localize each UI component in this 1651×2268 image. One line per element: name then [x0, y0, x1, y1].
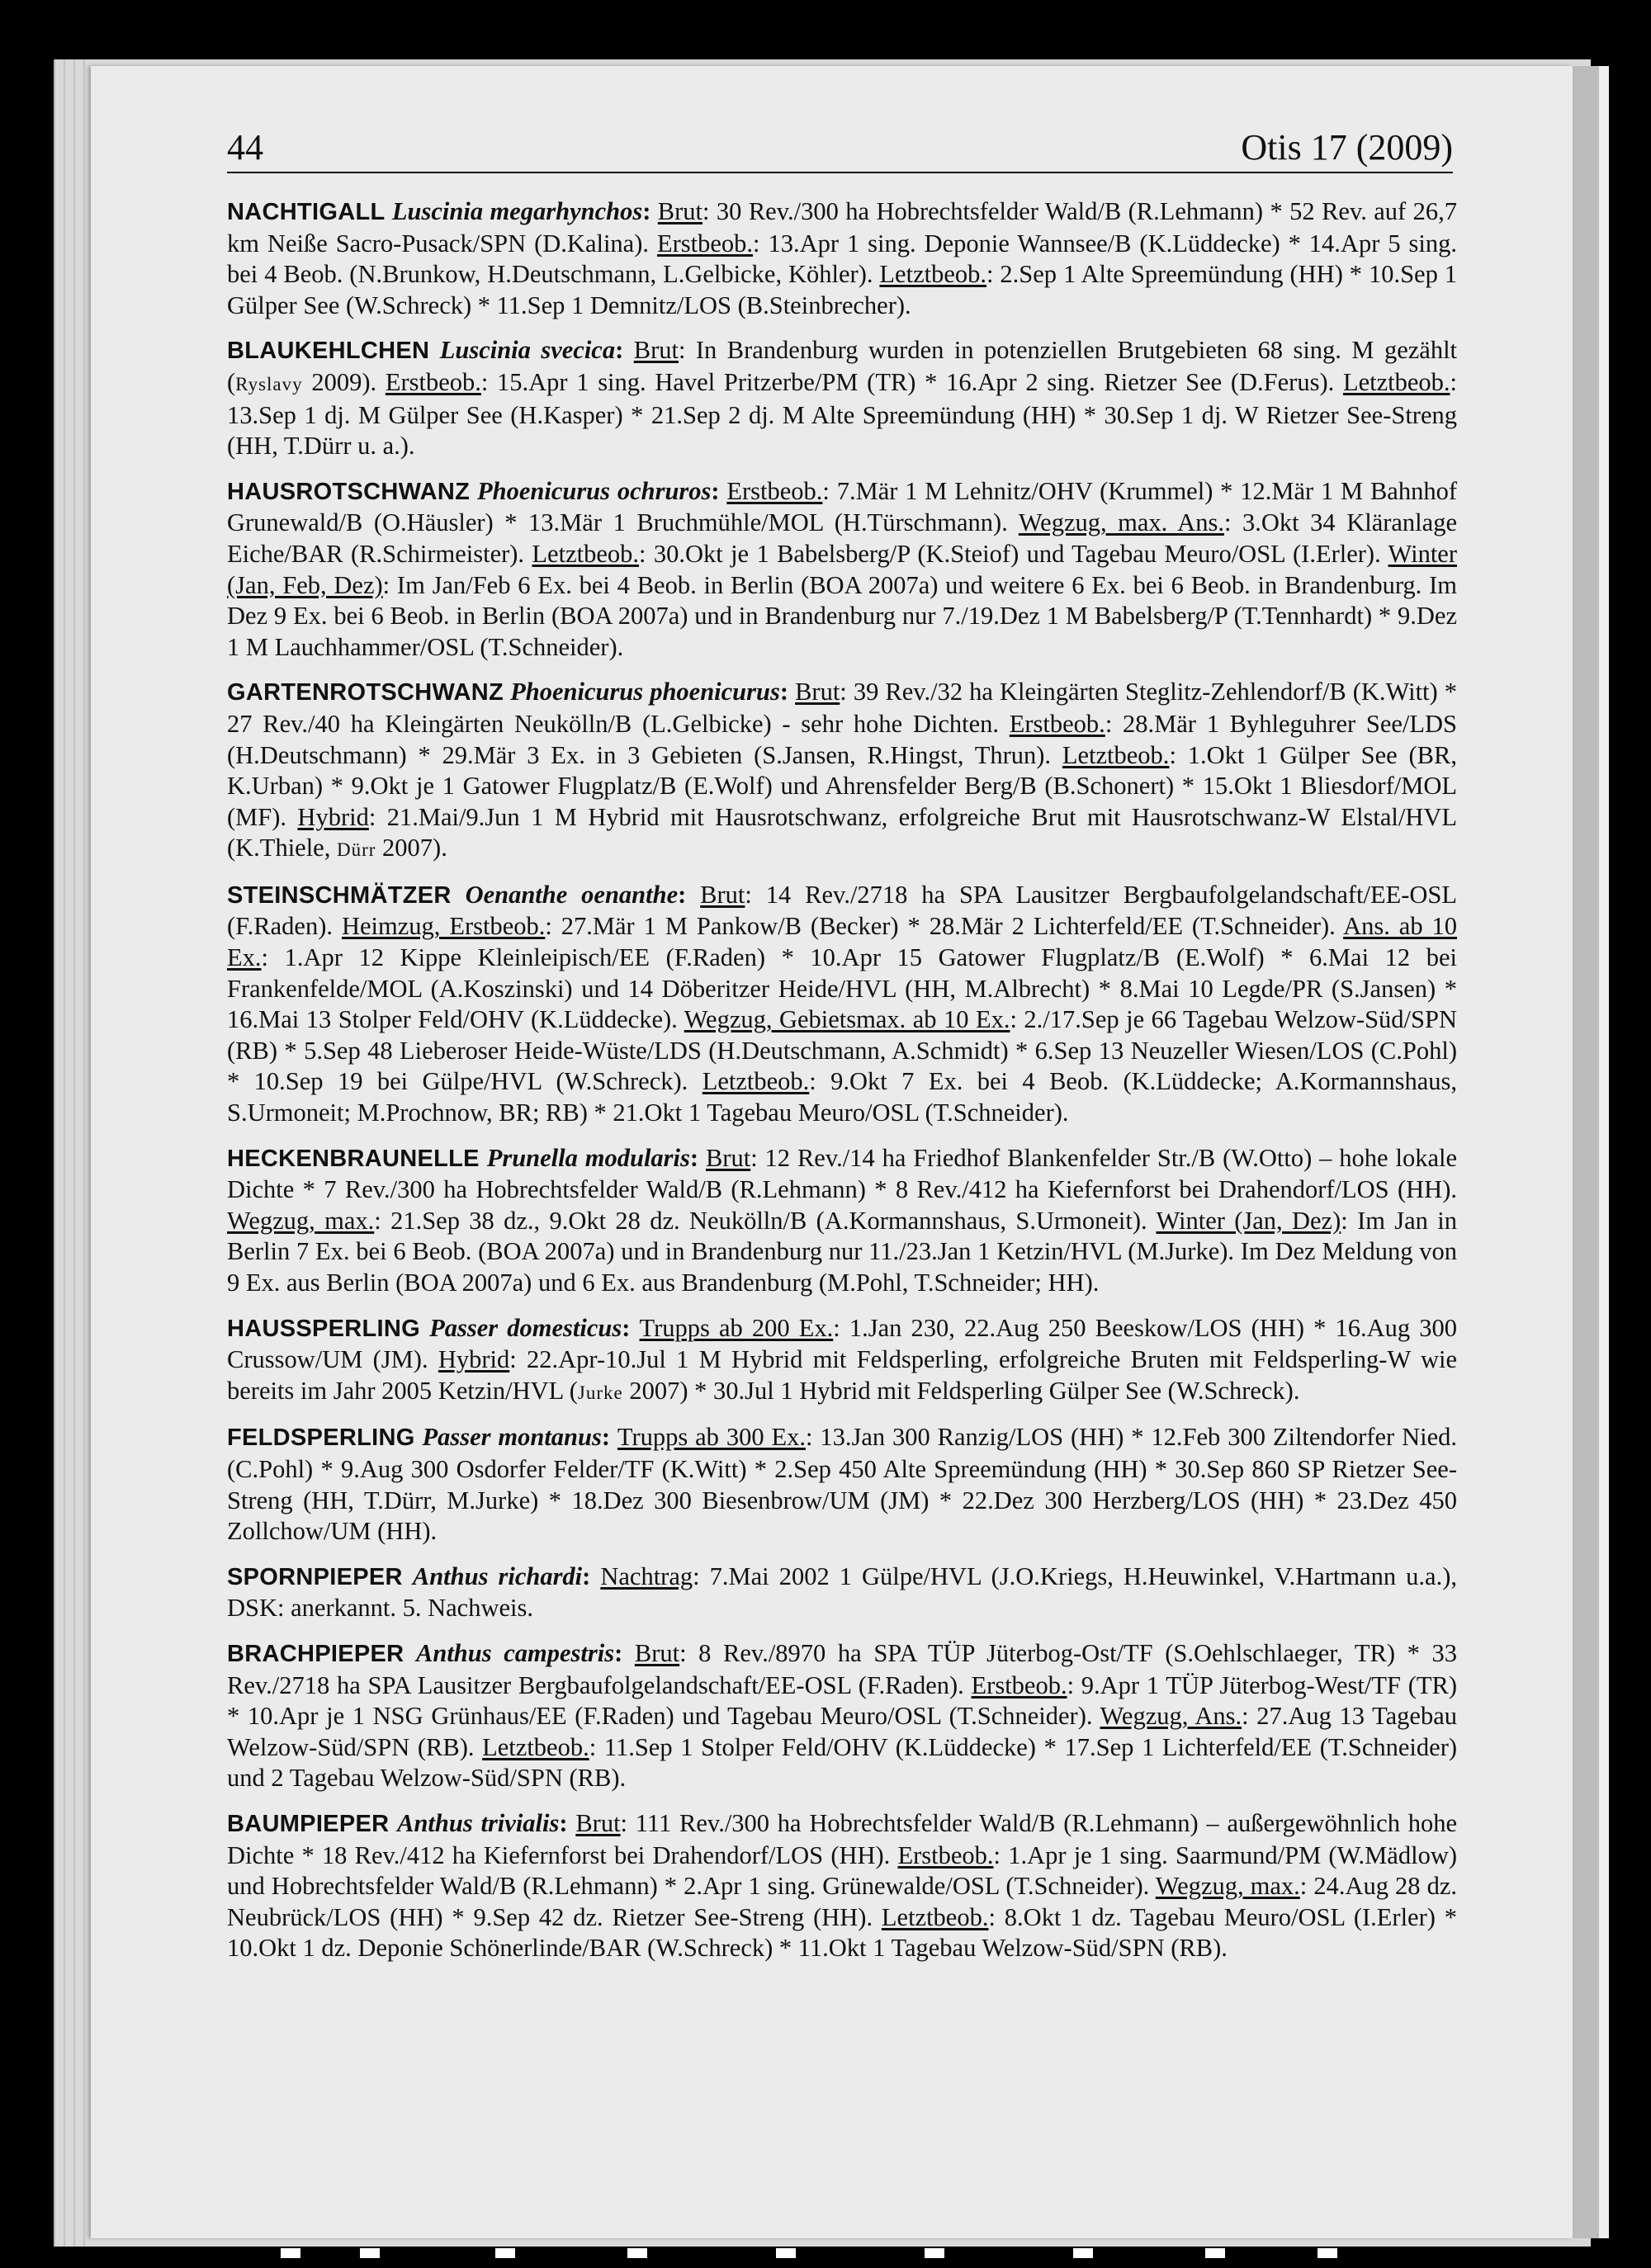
- section-label: Letztbeob.: [482, 1732, 589, 1761]
- species-entry: BAUMPIEPER Anthus trivialis: Brut: 111 Rev./300 ha Hobrechtsfelder Wald/B (R.Lehmann) – außergewöhnlich hohe Dichte * 18 Rev./412 ha Kiefernforst bei Drahendorf/LOS (HH). Erstbeob.: 1.Apr je 1 sing. Saarmund/PM (W.Mädlow) und Hobrechtsfelder Wald/B (R.Lehmann) * 2.Apr 1 sing. Grünewalde/OSL (T.Schneider). Wegzug, max.: 24.Aug 28 dz. Neubrück/LOS (HH) * 9.Sep 42 dz. Rietzer See-Streng (HH). Letztbeob.: 8.Okt 1 dz. Tagebau Meuro/OSL (I.Erler) * 10.Okt 1 dz. Deponie Schönerlinde/BAR (W.Schreck) * 11.Okt 1 Tagebau Welzow-Süd/SPN (RB).: [227, 1808, 1457, 1963]
- species-name: HECKENBRAUNELLE: [227, 1145, 480, 1172]
- observation-text: : 21.Mai/9.Jun 1 M Hybrid mit Hausrotschwanz, erfolgreiche Brut mit Hausrotschwanz-W Elstal/HVL (K.Thiele,: [227, 802, 1457, 862]
- species-name: FELDSPERLING: [227, 1425, 415, 1452]
- latin-name: Phoenicurus ochruros: [477, 476, 712, 505]
- observation-text: : 9.Apr 1 TÜP Jüterbog-West/TF (TR) * 10.Apr je 1 NSG Grünhaus/EE (F.Raden) und Tagebau Meuro/OSL (T.Schneider).: [227, 1670, 1457, 1731]
- author-citation: Jurke: [577, 1382, 623, 1403]
- observation-text: : 12 Rev./14 ha Friedhof Blankenfelder Str./B (W.Otto) – hohe lokale Dichte * 7 Rev./300 ha Hobrechtsfelder Wald/B (R.Lehmann) * 8 Rev./412 ha Kiefernforst bei Drahendorf/LOS (HH).: [227, 1143, 1457, 1204]
- page-edge-line: [83, 59, 85, 2247]
- section-label: Wegzug, Gebietsmax. ab 10 Ex.: [684, 1005, 1010, 1034]
- registration-mark: [1073, 2248, 1093, 2258]
- page-edge-line: [64, 59, 65, 2247]
- species-entry: FELDSPERLING Passer montanus: Trupps ab 300 Ex.: 13.Jan 300 Ranzig/LOS (HH) * 12.Feb 300 Ziltendorfer Nied. (C.Pohl) * 9.Aug 300 Osdorfer Felder/TF (K.Witt) * 2.Sep 450 Alte Spreemündung (HH) * 30.Sep 860 SP Rietzer See-Streng (HH, T.Dürr, M.Jurke) * 18.Dez 300 Biesenbrow/UM (JM) * 22.Dez 300 Herzberg/LOS (HH) * 23.Dez 450 Zollchow/UM (HH).: [227, 1423, 1457, 1546]
- section-label: Brut: [700, 880, 745, 909]
- journal-citation: Otis 17 (2009): [1241, 127, 1453, 168]
- latin-name: Luscinia svecica: [439, 336, 616, 365]
- registration-mark: [495, 2248, 515, 2258]
- species-name: BLAUKEHLCHEN: [227, 338, 430, 365]
- observation-text: : Im Jan/Feb 6 Ex. bei 4 Beob. in Berlin (BOA 2007a) und weitere 6 Ex. bei 6 Beob. in Brandenburg. Im Dez 9 Ex. bei 6 Beob. in Berlin (BOA 2007a) und in Brandenburg nur 7./19.Dez 1 M Babelsberg/P (T.Tennhardt) * 9.Dez 1 M Lauchhammer/OSL (T.Schneider).: [227, 570, 1457, 661]
- observation-text: : 27.Aug 13 Tagebau Welzow-Süd/SPN (RB).: [227, 1702, 1457, 1761]
- latin-name: Oenanthe oenanthe: [465, 880, 679, 909]
- section-label: Winter (Jan, Feb, Dez): [227, 539, 1457, 599]
- observation-text: : 15.Apr 1 sing. Havel Pritzerbe/PM (TR) * 16.Apr 2 sing. Rietzer See (D.Ferus).: [480, 367, 1343, 396]
- species-name: SPORNPIEPER: [227, 1563, 403, 1590]
- section-label: Trupps ab 300 Ex.: [617, 1423, 806, 1452]
- page-number: 44: [227, 127, 263, 168]
- facing-page-margin: [1599, 66, 1609, 2238]
- observation-text: : 7.Mai 2002 1 Gülpe/HVL (J.O.Kriegs, H.Heuwinkel, V.Hartmann u.a.), DSK: anerkannt. 5. Nachweis.: [227, 1562, 1458, 1623]
- section-label: Erstbeob.: [1009, 709, 1105, 738]
- observation-text: : 1.Jan 230, 22.Aug 250 Beeskow/LOS (HH) * 16.Aug 300 Crussow/UM (JM).: [227, 1313, 1457, 1374]
- section-label: Letztbeob.: [1342, 367, 1450, 396]
- observation-text: : 11.Sep 1 Stolper Feld/OHV (K.Lüddecke) * 17.Sep 1 Lichterfeld/EE (T.Schneider) und 2 Tagebau Welzow-Süd/SPN (RB).: [227, 1732, 1458, 1793]
- observation-text: : 3.Okt 34 Kläranlage Eiche/BAR (R.Schirmeister).: [227, 508, 1457, 568]
- species-name: BAUMPIEPER: [227, 1810, 390, 1837]
- observation-text: : 22.Apr-10.Jul 1 M Hybrid mit Feldsperling, erfolgreiche Bruten mit Feldsperling-W wie bereits im Jahr 2005 Ketzin/HVL (: [227, 1345, 1457, 1405]
- observation-text: : Im Jan in Berlin 7 Ex. bei 6 Beob. (BOA 2007a) und in Brandenburg nur 11./23.Jan 1 Ketzin/HVL (M.Jurke). Im Dez Meldung von 9 Ex. aus Berlin (BOA 2007a) und 6 Ex. aus Brandenburg (M.Pohl, T.Schneider; HH).: [227, 1206, 1457, 1297]
- section-label: Erstbeob.: [897, 1840, 994, 1869]
- section-label: Brut: [705, 1143, 751, 1172]
- observation-text: : 39 Rev./32 ha Kleingärten Steglitz-Zehlendorf/B (K.Witt) * 27 Rev./40 ha Kleingärten Neukölln/B (L.Gelbicke) - sehr hohe Dichten.: [227, 678, 1457, 738]
- observation-text: : 2./17.Sep je 66 Tagebau Welzow-Süd/SPN (RB) * 5.Sep 48 Lieberoser Heide-Wüste/LDS (H.Deutschmann, A.Schmidt) * 6.Sep 13 Neuzeller Wiesen/LOS (C.Pohl) * 10.Sep 19 bei Gülpe/HVL (W.Schreck).: [227, 1005, 1457, 1096]
- observation-text: : 9.Okt 7 Ex. bei 4 Beob. (K.Lüddecke; A.Kormannshaus, S.Urmoneit; M.Prochnow, BR; RB) * 21.Okt 1 Tagebau Meuro/OSL (T.Schneider).: [227, 1067, 1457, 1127]
- section-label: Winter (Jan, Dez): [1156, 1206, 1341, 1235]
- observation-text: : 8 Rev./8970 ha SPA TÜP Jüterbog-Ost/TF (S.Oehlschlaeger, TR) * 33 Rev./2718 ha SPA Lausitzer Bergbaufolgelandschaft/EE-OSL (F.Raden).: [227, 1638, 1457, 1699]
- section-label: Letztbeob.: [1062, 740, 1170, 769]
- facing-page-edge: [1573, 66, 1599, 2238]
- species-name: NACHTIGALL: [227, 199, 386, 225]
- observation-text: : 1.Apr je 1 sing. Saarmund/PM (W.Mädlow) und Hobrechtsfelder Wald/B (R.Lehmann) * 2.Apr 1 sing. Grünewalde/OSL (T.Schneider).: [227, 1840, 1457, 1901]
- observation-text: : 28.Mär 1 Byhleguhrer See/LDS (H.Deutschmann) * 29.Mär 3 Ex. in 3 Gebieten (S.Jansen, R.Hingst, Thrun).: [227, 709, 1457, 769]
- species-entry: HECKENBRAUNELLE Prunella modularis: Brut: 12 Rev./14 ha Friedhof Blankenfelder Str./B (W.Otto) – hohe lokale Dichte * 7 Rev./300 ha Hobrechtsfelder Wald/B (R.Lehmann) * 8 Rev./412 ha Kiefernforst bei Drahendorf/LOS (HH). Wegzug, max.: 21.Sep 38 dz., 9.Okt 28 dz. Neukölln/B (A.Kormannshaus, S.Urmoneit). Winter (Jan, Dez): Im Jan in Berlin 7 Ex. bei 6 Beob. (BOA 2007a) und in Brandenburg nur 11./23.Jan 1 Ketzin/HVL (M.Jurke). Im Dez Meldung von 9 Ex. aus Berlin (BOA 2007a) und 6 Ex. aus Brandenburg (M.Pohl, T.Schneider; HH).: [227, 1143, 1457, 1297]
- latin-name: Prunella modularis: [486, 1143, 690, 1172]
- registration-marks: [281, 2248, 1337, 2258]
- section-label: Letztbeob.: [702, 1067, 810, 1096]
- latin-name: Phoenicurus phoenicurus: [510, 678, 780, 706]
- species-entry: HAUSROTSCHWANZ Phoenicurus ochruros: Erstbeob.: 7.Mär 1 M Lehnitz/OHV (Krummel) * 12.Mär 1 M Bahnhof Grunewald/B (O.Häusler) * 13.Mär 1 Bruchmühle/MOL (H.Türschmann). Wegzug, max. Ans.: 3.Okt 34 Kläranlage Eiche/BAR (R.Schirmeister). Letztbeob.: 30.Okt je 1 Babelsberg/P (K.Steiof) und Tagebau Meuro/OSL (I.Erler). Winter (Jan, Feb, Dez): Im Jan/Feb 6 Ex. bei 4 Beob. in Berlin (BOA 2007a) und weitere 6 Ex. bei 6 Beob. in Brandenburg. Im Dez 9 Ex. bei 6 Beob. in Berlin (BOA 2007a) und in Brandenburg nur 7./19.Dez 1 M Babelsberg/P (T.Tennhardt) * 9.Dez 1 M Lauchhammer/OSL (T.Schneider).: [227, 476, 1457, 661]
- species-entry: GARTENROTSCHWANZ Phoenicurus phoenicurus: Brut: 39 Rev./32 ha Kleingärten Steglitz-Zehlendorf/B (K.Witt) * 27 Rev./40 ha Kleingärten Neukölln/B (L.Gelbicke) - sehr hohe Dichten. Erstbeob.: 28.Mär 1 Byhleguhrer See/LDS (H.Deutschmann) * 29.Mär 3 Ex. in 3 Gebieten (S.Jansen, R.Hingst, Thrun). Letztbeob.: 1.Okt 1 Gülper See (BR, K.Urban) * 9.Okt je 1 Gatower Flugplatz/B (E.Wolf) und Ahrensfelder Berg/B (B.Schonert) * 15.Okt 1 Bliesdorf/MOL (MF). Hybrid: 21.Mai/9.Jun 1 M Hybrid mit Hausrotschwanz, erfolgreiche Brut mit Hausrotschwanz-W Elstal/HVL (K.Thiele, Dürr 2007).: [227, 678, 1457, 862]
- observation-text: : In Brandenburg wurden in potenziellen Brutgebieten 68 sing. M gezählt (: [227, 336, 1458, 396]
- section-label: Nachtrag: [600, 1562, 693, 1590]
- observation-text: 2007) * 30.Jul 1 Hybrid mit Feldsperling Gülper See (W.Schreck).: [622, 1376, 1300, 1405]
- species-accounts: [227, 196, 1457, 1978]
- observation-text: : 7.Mär 1 M Lehnitz/OHV (Krummel) * 12.Mär 1 M Bahnhof Grunewald/B (O.Häusler) * 13.Mär 1 Bruchmühle/MOL (H.Türschmann).: [227, 476, 1457, 537]
- observation-text: : 30 Rev./300 ha Hobrechtsfelder Wald/B (R.Lehmann) * 52 Rev. auf 26,7 km Neiße Sacro-Pusack/SPN (D.Kalina).: [227, 197, 1457, 258]
- observation-text: : 2.Sep 1 Alte Spreemündung (HH) * 10.Sep 1 Gülper See (W.Schreck) * 11.Sep 1 Demnitz/LOS (B.Steinbrecher).: [227, 260, 1458, 319]
- section-label: Hybrid: [438, 1345, 510, 1374]
- registration-mark: [360, 2248, 380, 2258]
- section-label: Letztbeob.: [532, 539, 639, 568]
- registration-mark: [925, 2248, 944, 2258]
- species-entry: NACHTIGALL Luscinia megarhynchos: Brut: 30 Rev./300 ha Hobrechtsfelder Wald/B (R.Lehmann) * 52 Rev. auf 26,7 km Neiße Sacro-Pusack/SPN (D.Kalina). Erstbeob.: 13.Apr 1 sing. Deponie Wannsee/B (K.Lüddecke) * 14.Apr 5 sing. bei 4 Beob. (N.Brunkow, H.Deutschmann, L.Gelbicke, Köhler). Letztbeob.: 2.Sep 1 Alte Spreemündung (HH) * 10.Sep 1 Gülper See (W.Schreck) * 11.Sep 1 Demnitz/LOS (B.Steinbrecher).: [227, 197, 1458, 319]
- section-label: Brut: [575, 1808, 621, 1837]
- species-name: GARTENROTSCHWANZ: [227, 679, 504, 706]
- section-label: Wegzug, Ans.: [1100, 1702, 1242, 1731]
- section-label: Wegzug, max. Ans.: [1018, 508, 1224, 537]
- section-label: Letztbeob.: [879, 260, 986, 289]
- species-name: STEINSCHMÄTZER: [227, 881, 452, 909]
- section-label: Brut: [633, 336, 679, 365]
- running-header: [227, 124, 1453, 173]
- observation-text: : 24.Aug 28 dz. Neubrück/LOS (HH) * 9.Sep 42 dz. Rietzer See-Streng (HH).: [227, 1872, 1457, 1931]
- species-name: BRACHPIEPER: [227, 1640, 404, 1667]
- registration-mark: [281, 2248, 300, 2258]
- observation-text: : 27.Mär 1 M Pankow/B (Becker) * 28.Mär 2 Lichterfeld/EE (T.Schneider).: [545, 912, 1344, 941]
- observation-text: : 111 Rev./300 ha Hobrechtsfelder Wald/B (R.Lehmann) – außergewöhnlich hohe Dichte * 18 Rev./412 ha Kiefernforst bei Drahendorf/LOS (HH).: [227, 1808, 1457, 1869]
- section-label: Heimzug, Erstbeob.: [341, 912, 546, 941]
- section-label: Wegzug, max.: [1155, 1872, 1300, 1901]
- author-citation: Ryslavy: [235, 373, 303, 395]
- section-label: Trupps ab 200 Ex.: [639, 1313, 834, 1342]
- section-label: Erstbeob.: [656, 229, 754, 258]
- observation-text: : 21.Sep 38 dz., 9.Okt 28 dz. Neukölln/B (A.Kormannshaus, S.Urmoneit).: [374, 1206, 1157, 1235]
- latin-name: Passer domesticus: [429, 1313, 622, 1342]
- latin-name: Anthus trivialis: [397, 1808, 560, 1837]
- author-citation: Dürr: [336, 839, 376, 861]
- species-entry: HAUSSPERLING Passer domesticus: Trupps ab 200 Ex.: 1.Jan 230, 22.Aug 250 Beeskow/LOS (HH) * 16.Aug 300 Crussow/UM (JM). Hybrid: 22.Apr-10.Jul 1 M Hybrid mit Feldsperling, erfolgreiche Bruten mit Feldsperling-W wie bereits im Jahr 2005 Ketzin/HVL (Jurke 2007) * 30.Jul 1 Hybrid mit Feldsperling Gülper See (W.Schreck).: [227, 1313, 1457, 1405]
- observation-text: : 8.Okt 1 dz. Tagebau Meuro/OSL (I.Erler) * 10.Okt 1 dz. Deponie Schönerlinde/BAR (W.Schreck) * 11.Okt 1 Tagebau Welzow-Süd/SPN (RB).: [227, 1902, 1457, 1963]
- section-label: Ans. ab 10 Ex.: [227, 912, 1458, 972]
- latin-name: Anthus richardi: [412, 1562, 583, 1590]
- species-entry: BRACHPIEPER Anthus campestris: Brut: 8 Rev./8970 ha SPA TÜP Jüterbog-Ost/TF (S.Oehlschlaeger, TR) * 33 Rev./2718 ha SPA Lausitzer Bergbaufolgelandschaft/EE-OSL (F.Raden). Erstbeob.: 9.Apr 1 TÜP Jüterbog-West/TF (TR) * 10.Apr je 1 NSG Grünhaus/EE (F.Raden) und Tagebau Meuro/OSL (T.Schneider). Wegzug, Ans.: 27.Aug 13 Tagebau Welzow-Süd/SPN (RB). Letztbeob.: 11.Sep 1 Stolper Feld/OHV (K.Lüddecke) * 17.Sep 1 Lichterfeld/EE (T.Schneider) und 2 Tagebau Welzow-Süd/SPN (RB).: [227, 1638, 1458, 1793]
- page-edge-line: [73, 59, 75, 2247]
- observation-text: : 13.Jan 300 Ranzig/LOS (HH) * 12.Feb 300 Ziltendorfer Nied. (C.Pohl) * 9.Aug 300 Osdorfer Felder/TF (K.Witt) * 2.Sep 450 Alte Spreemündung (HH) * 30.Sep 860 SP Rietzer See-Streng (HH, T.Dürr, M.Jurke) * 18.Dez 300 Biesenbrow/UM (JM) * 22.Dez 300 Herzberg/LOS (HH) * 23.Dez 450 Zollchow/UM (HH).: [227, 1423, 1457, 1546]
- species-entry: STEINSCHMÄTZER Oenanthe oenanthe: Brut: 14 Rev./2718 ha SPA Lausitzer Bergbaufolgelandschaft/EE-OSL (F.Raden). Heimzug, Erstbeob.: 27.Mär 1 M Pankow/B (Becker) * 28.Mär 2 Lichterfeld/EE (T.Schneider). Ans. ab 10 Ex.: 1.Apr 12 Kippe Kleinleipisch/EE (F.Raden) * 10.Apr 15 Gatower Flugplatz/B (E.Wolf) * 6.Mai 12 bei Frankenfelde/MOL (A.Koszinski) und 14 Döberitzer Heide/HVL (HH, M.Albrecht) * 8.Mai 10 Legde/PR (S.Jansen) * 16.Mai 13 Stolper Feld/OHV (K.Lüddecke). Wegzug, Gebietsmax. ab 10 Ex.: 2./17.Sep je 66 Tagebau Welzow-Süd/SPN (RB) * 5.Sep 48 Lieberoser Heide-Wüste/LDS (H.Deutschmann, A.Schmidt) * 6.Sep 13 Neuzeller Wiesen/LOS (C.Pohl) * 10.Sep 19 bei Gülpe/HVL (W.Schreck). Letztbeob.: 9.Okt 7 Ex. bei 4 Beob. (K.Lüddecke; A.Kormannshaus, S.Urmoneit; M.Prochnow, BR; RB) * 21.Okt 1 Tagebau Meuro/OSL (T.Schneider).: [227, 880, 1458, 1127]
- section-label: Hybrid: [297, 802, 369, 831]
- registration-mark: [776, 2248, 796, 2258]
- observation-text: : 1.Okt 1 Gülper See (BR, K.Urban) * 9.Okt je 1 Gatower Flugplatz/B (E.Wolf) und Ahrensfelder Berg/B (B.Schonert) * 15.Okt 1 Bliesdorf/MOL (MF).: [227, 740, 1457, 831]
- species-entry: BLAUKEHLCHEN Luscinia svecica: Brut: In Brandenburg wurden in potenziellen Brutgebieten 68 sing. M gezählt (Ryslavy 2009). Erstbeob.: 15.Apr 1 sing. Havel Pritzerbe/PM (TR) * 16.Apr 2 sing. Rietzer See (D.Ferus). Letztbeob.: 13.Sep 1 dj. M Gülper See (H.Kasper) * 21.Sep 2 dj. M Alte Spreemündung (HH) * 30.Sep 1 dj. W Rietzer See-Streng (HH, T.Dürr u. a.).: [227, 336, 1458, 461]
- observation-text: : 30.Okt je 1 Babelsberg/P (K.Steiof) und Tagebau Meuro/OSL (I.Erler).: [639, 539, 1388, 568]
- section-label: Erstbeob.: [385, 367, 481, 396]
- observation-text: : 13.Apr 1 sing. Deponie Wannsee/B (K.Lüddecke) * 14.Apr 5 sing. bei 4 Beob. (N.Brunkow, H.Deutschmann, L.Gelbicke, Köhler).: [227, 229, 1458, 289]
- section-label: Brut: [795, 678, 840, 706]
- observation-text: : 13.Sep 1 dj. M Gülper See (H.Kasper) * 21.Sep 2 dj. M Alte Spreemündung (HH) * 30.Sep 1 dj. W Rietzer See-Streng (HH, T.Dürr u. a.).: [227, 367, 1457, 461]
- registration-mark: [1205, 2248, 1225, 2258]
- section-label: Erstbeob.: [726, 476, 823, 505]
- species-name: HAUSSPERLING: [227, 1315, 421, 1342]
- section-label: Brut: [657, 197, 703, 225]
- observation-text: 2009).: [302, 367, 386, 396]
- registration-mark: [627, 2248, 647, 2258]
- observation-text: : 1.Apr 12 Kippe Kleinleipisch/EE (F.Raden) * 10.Apr 15 Gatower Flugplatz/B (E.Wolf) * 6.Mai 12 bei Frankenfelde/MOL (A.Koszinski) und 14 Döberitzer Heide/HVL (HH, M.Albrecht) * 8.Mai 10 Legde/PR (S.Jansen) * 16.Mai 13 Stolper Feld/OHV (K.Lüddecke).: [227, 943, 1457, 1034]
- registration-mark: [1317, 2248, 1337, 2258]
- section-label: Erstbeob.: [971, 1670, 1067, 1699]
- species-entry: SPORNPIEPER Anthus richardi: Nachtrag: 7.Mai 2002 1 Gülpe/HVL (J.O.Kriegs, H.Heuwinkel, V.Hartmann u.a.), DSK: anerkannt. 5. Nachweis.: [227, 1562, 1458, 1623]
- latin-name: Luscinia megarhynchos: [391, 197, 643, 225]
- latin-name: Passer montanus: [422, 1423, 602, 1452]
- observation-text: : 14 Rev./2718 ha SPA Lausitzer Bergbaufolgelandschaft/EE-OSL (F.Raden).: [227, 880, 1458, 941]
- latin-name: Anthus campestris: [416, 1638, 615, 1667]
- section-label: Brut: [634, 1638, 680, 1667]
- species-name: HAUSROTSCHWANZ: [227, 478, 471, 505]
- section-label: Wegzug, max.: [227, 1206, 375, 1235]
- observation-text: 2007).: [376, 834, 447, 862]
- section-label: Letztbeob.: [881, 1902, 989, 1931]
